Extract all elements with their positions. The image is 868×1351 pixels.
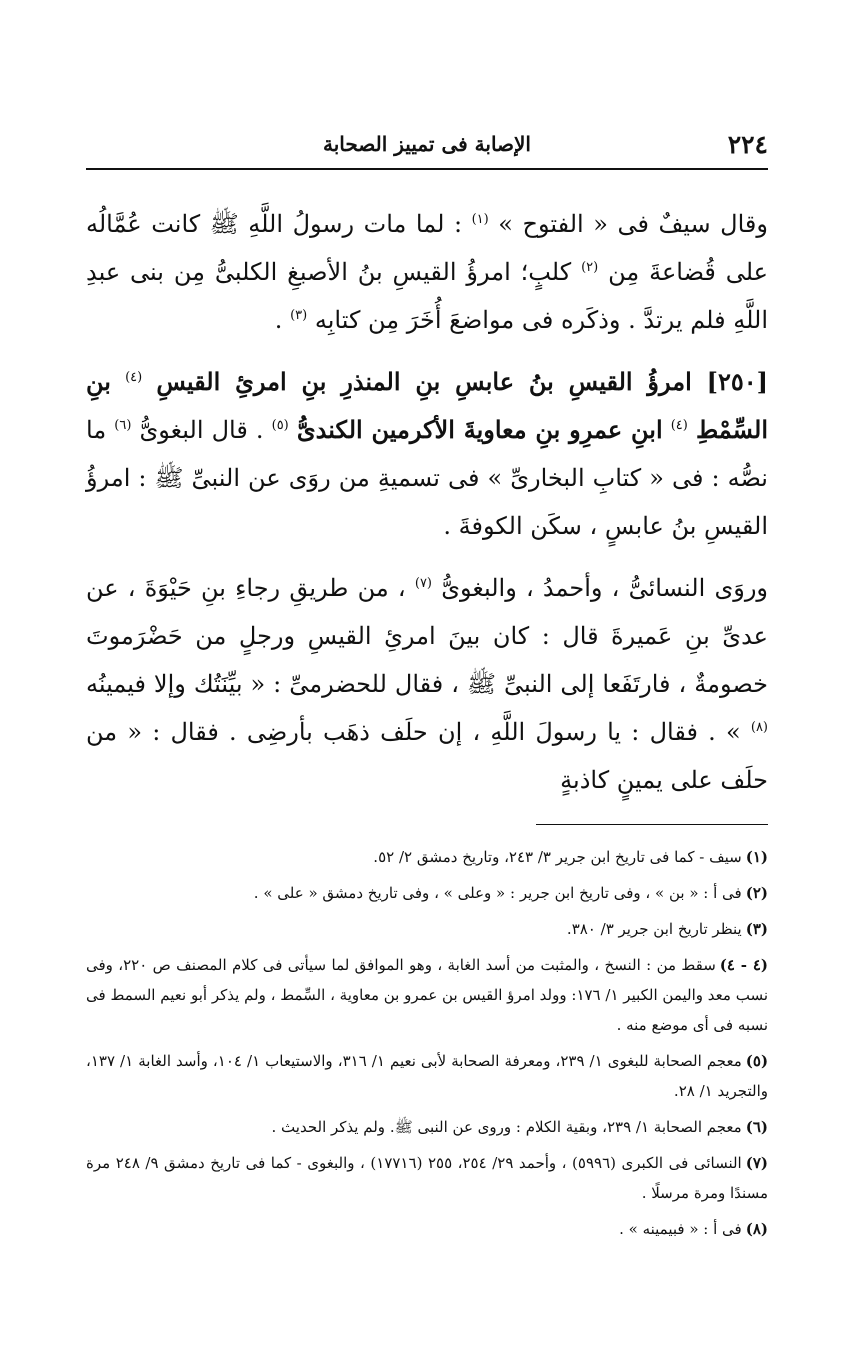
footnote-number: (٧) [745, 1154, 768, 1172]
footnote-marker: (٧) [414, 576, 432, 591]
footnote [86, 1214, 768, 1244]
footnote-text: النسائى فى الكبرى (٥٩٩٦) ، وأحمد ٢٩/ ٢٥٤، ٢٥٥ (١٧٧١٦) ، والبغوى - كما فى تاريخ دمشق ٩/ ٢٤٨ مرة مسندًا ومرة مرسلًا . [86, 1154, 768, 1202]
footnote-number: (١) [745, 848, 768, 866]
entry-heading: [٢٥٠] امرؤُ القيسِ بنُ عابسِ بنِ المنذرِ بنِ امرئِ القيسِ [156, 367, 768, 396]
text-run: ، من طريقِ رجاءِ بنِ حَيْوَةَ ، عن عدىِّ بنِ عَميرةَ قال : كان بينَ امرئِ القيسِ ورجلٍ من حَضْرَموتَ خصومةٌ ، فارتَفَعا إلى النبىِّ ﷺ ، فقال للحضرمىِّ : « بيِّنَتُك وإلا فيمينُه [86, 574, 768, 698]
paragraph-entry-250 [86, 358, 768, 550]
text-run: وروَى النسائىُّ ، وأحمدُ ، والبغوىُّ [441, 574, 768, 602]
running-title: الإصابة فى تمييز الصحابة [323, 132, 531, 156]
footnote-text: فى أ : « بن » ، وفى تاريخ ابن جرير : « وعلى » ، وفى تاريخ دمشق « على » . [253, 884, 742, 902]
footnote-number: (٦) [745, 1118, 768, 1136]
page-number: ٢٢٤ [727, 130, 768, 159]
footnote-text: معجم الصحابة ١/ ٢٣٩، وبقية الكلام : وروى عن النبى ﷺ. ولم يذكر الحديث . [271, 1118, 742, 1136]
paragraph-nasai [86, 564, 768, 804]
footnote-marker: (٨) [750, 720, 768, 735]
footnote-marker: (٤) [670, 418, 688, 433]
footnote-text: سيف - كما فى تاريخ ابن جرير ٣/ ٢٤٣، وتاريخ دمشق ٢/ ٥٢. [373, 848, 742, 866]
footnote-marker: (٢) [581, 260, 599, 275]
footnote-text: معجم الصحابة للبغوى ١/ ٢٣٩، ومعرفة الصحابة لأبى نعيم ١/ ٣١٦، والاستيعاب ١/ ١٠٤، وأسد الغابة ١/ ١٣٧، والتجريد ١/ ٢٨. [86, 1052, 768, 1100]
page-header [86, 120, 768, 164]
text-run: وقال سيفٌ فى « الفتوح » [498, 210, 768, 238]
footnote [86, 950, 768, 1040]
footnote-rule [536, 824, 768, 825]
footnote [86, 842, 768, 872]
footnote-text: سقط من : النسخ ، والمثبت من أسد الغابة ، وهو الموافق لما سيأتى فى كلام المصنف ص ٢٢٠، وفى نسب معد واليمن الكبير ١/ ١٧٦: وولد امرؤ القيس بن عمرو بن معاوية ، السِّمط ، ولم يذكر أبو نعيم السمط فى نسبه فى أى موضع منه . [86, 956, 769, 1034]
footnote [86, 1112, 768, 1142]
footnotes [86, 842, 768, 1250]
footnote-number: (٥) [745, 1052, 769, 1070]
footnote [86, 914, 768, 944]
paragraph-saif [86, 200, 768, 344]
footnote [86, 1046, 768, 1106]
text-run: : لما مات رسولُ اللَّهِ ﷺ كانت عُمَّالُه على قُضاعةَ مِن [86, 210, 768, 286]
footnote-text: فى أ : « فبيمينه » . [619, 1220, 742, 1238]
footnote-number: (٤ - ٤) [719, 956, 769, 974]
main-text [86, 200, 768, 818]
footnote [86, 878, 768, 908]
footnote-number: (٢) [745, 884, 768, 902]
text-run: . قال البغوىُّ [139, 416, 264, 444]
header-rule [86, 168, 768, 170]
footnote-number: (٣) [745, 920, 768, 938]
footnote-marker: (٣) [290, 308, 308, 323]
footnote-marker: (٤) [125, 370, 143, 385]
footnote-marker: (٥) [271, 418, 289, 433]
footnote-marker: (٦) [114, 418, 132, 433]
footnote [86, 1148, 768, 1208]
entry-heading: ابنِ عمرِو بنِ معاويةَ الأكرمين الكندىُّ [296, 415, 663, 444]
text-run: » . فقال : يا رسولَ اللَّهِ ، إن حلَف ذهَب بأرضِى . فقال : « من حلَف على يمينٍ كاذبةٍ [86, 718, 768, 794]
footnote-marker: (١) [471, 212, 489, 227]
text-run: . [274, 306, 283, 334]
text-run: كلبٍ؛ امرؤُ القيسِ بنُ الأصبغِ الكلبىُّ مِن بنى عبدِ اللَّهِ فلم يرتدَّ . وذكَره فى مواضعَ أُخَرَ مِن كتابِه [86, 258, 768, 334]
entry-heading: بنِ السِّمْطِ [86, 367, 768, 444]
footnote-text: ينظر تاريخ ابن جرير ٣/ ٣٨٠. [566, 920, 742, 938]
footnote-number: (٨) [745, 1220, 768, 1238]
text-run: ما نصُّه : فى « كتابِ البخارىِّ » فى تسميةِ من روَى عن النبىِّ ﷺ : امرؤُ القيسِ بنُ عابسٍ ، سكَن الكوفةَ . [86, 416, 768, 540]
